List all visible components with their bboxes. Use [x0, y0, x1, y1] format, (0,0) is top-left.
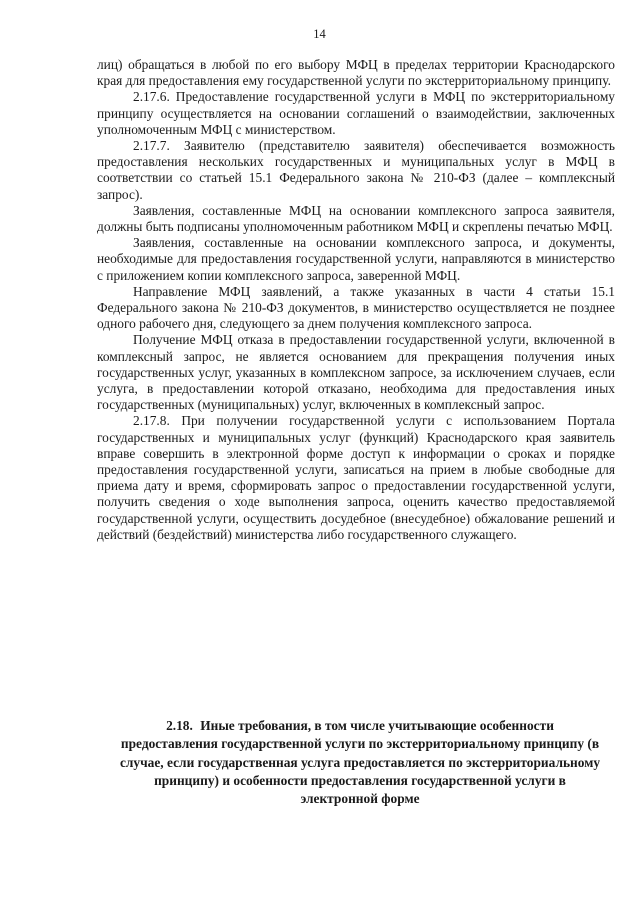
document-body — [97, 57, 615, 543]
section-heading-2-18 — [118, 717, 602, 808]
paragraph-refusal: Получение МФЦ отказа в предоставлении государственной услуги, включенной в комплексный запрос, не является основанием для прекращения получения иных государственных услуг, указанных в комплексном запросе, за исключением случаев, если услуга, в предоставлении которой отказано, необходима для предоставления иных государственных (муниципальных) услуг, включенных в комплексный запрос. — [97, 332, 615, 413]
paragraph-2-17-6: 2.17.6. Предоставление государственной услуги в МФЦ по экстерриториальному принципу осуществляется на основании соглашений о взаимодействии, заключенных уполномоченным МФЦ с министерством. — [97, 89, 615, 137]
section-heading-text: Иные требования, в том числе учитывающие особенности предоставления государственной услуги по экстерриториальному принципу (в случае, если государственная услуга предоставляется по экстерриториальному принципу) и особенности предоставления государственной услуги в электронной форме — [119, 718, 601, 807]
paragraph-2-17-8: 2.17.8. При получении государственной услуги с использованием Портала государственных и муниципальных услуг (функций) Краснодарского края заявитель вправе совершить в электронной форме доступ к информации о сроках и порядке предоставления государственной услуги, записаться на прием в любые свободные для приема дату и время, сформировать запрос о предоставлении государственной услуги, получить сведения о ходе выполнения запроса, оценить качество предоставляемой государственной услуги, осуществить досудебное (внесудебное) обжалование решений и действий (бездействий) министерства либо государственного служащего. — [97, 413, 615, 542]
paragraph-sending-deadline: Направление МФЦ заявлений, а также указанных в части 4 статьи 15.1 Федерального закона № 210-ФЗ документов, в министерство осуществляется не позднее одного рабочего дня, следующего за днем получения комплексного запроса. — [97, 283, 615, 332]
page-number: 14 — [313, 27, 326, 41]
paragraph-applications-sent: Заявления, составленные на основании комплексного запроса, и документы, необходимые для предоставления государственной услуги, направляются в министерство с приложением копии комплексного запроса, заверенной МФЦ. — [97, 235, 615, 283]
paragraph-applications-signed: Заявления, составленные МФЦ на основании комплексного запроса заявителя, должны быть подписаны уполномоченным работником МФЦ и скреплены печатью МФЦ. — [97, 202, 615, 235]
section-heading-number: 2.18. — [166, 718, 193, 733]
paragraph-continuation: лиц) обращаться в любой по его выбору МФЦ в пределах территории Краснодарского края для предоставления ему государственной услуги по экстерриториальному принципу. — [97, 57, 615, 89]
paragraph-2-17-7: 2.17.7. Заявителю (представителю заявителя) обеспечивается возможность предоставления нескольких государственных и муниципальных услуг в МФЦ в соответствии со статьей 15.1 Федерального закона № 210-ФЗ (далее – комплексный запрос). — [97, 138, 615, 202]
